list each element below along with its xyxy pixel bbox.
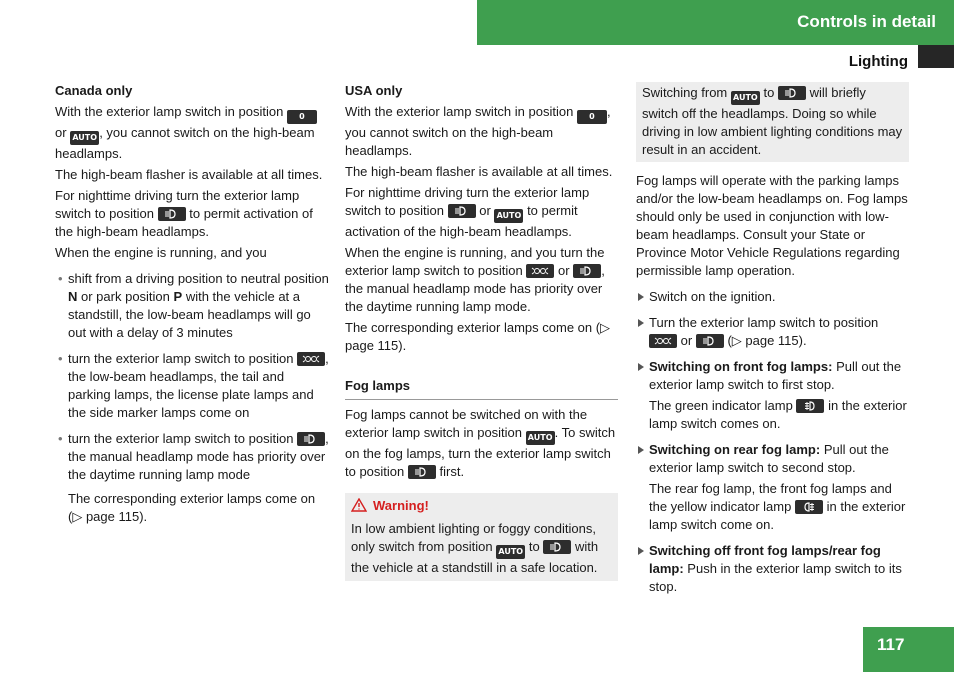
canada-column (55, 82, 329, 529)
headlamp-icon (297, 432, 325, 446)
chapter-header (477, 0, 954, 45)
chapter-title: Controls in detail (797, 12, 936, 31)
canada-paragraph-3: For nighttime driving turn the exterior lamp switch to position to permit activation of the high-beam headlamps. (55, 188, 313, 239)
step-2: Turn the exterior lamp switch to position or (▷ page 115). (636, 314, 909, 350)
fog-paragraph: Fog lamps cannot be switched on with the exterior lamp switch in position AUTO . To switch on the fog lamps, turn the exterior lamp switch to position first. (345, 407, 616, 479)
auto-position-icon: AUTO (70, 131, 99, 145)
headlamp-icon (778, 86, 806, 100)
fog-procedure-column (636, 82, 909, 599)
step-3: Switching on front fog lamps: Pull out the exterior lamp switch to first stop. (636, 358, 909, 394)
fog-lamp-indicator-icon (796, 399, 824, 413)
headlamp-icon (573, 264, 601, 278)
warning-text: In low ambient lighting or foggy conditions, only switch from position AUTO to with the vehicle at a standstill in a safe location. (351, 521, 599, 575)
auto-position-icon: AUTO (526, 431, 555, 445)
step-1: Switch on the ignition. (636, 288, 909, 306)
warning-title: Warning! (351, 497, 612, 517)
step-3-detail: The green indicator lamp in the exterior lamp switch comes on. (649, 398, 907, 431)
canada-heading: Canada only (55, 83, 133, 98)
canada-bullet-3: • turn the exterior lamp switch to position , the manual headlamp mode has priority over the daytime running lamp mode (55, 430, 329, 484)
canada-bullet-3-note: The corresponding exterior lamps come on (▷ page 115). (68, 491, 316, 524)
auto-position-icon: AUTO (731, 91, 760, 105)
canada-bullet-2: • turn the exterior lamp switch to position , the low-beam headlamps, the tail and parking lamps, the license plate lamps and the side marker lamps come on (55, 350, 329, 422)
headlamp-icon (408, 465, 436, 479)
parking-lamps-icon (649, 334, 677, 348)
auto-position-icon: AUTO (494, 209, 523, 223)
headlamp-icon (448, 204, 476, 218)
usa-paragraph-1: With the exterior lamp switch in position 0 , you cannot switch on the high-beam headlamps. (345, 104, 611, 158)
page-number: 117 (863, 627, 954, 672)
note-box: Switching from AUTO to will briefly switch off the headlamps. Doing so while driving in low ambient lighting conditions may result in an accident. (636, 82, 909, 162)
canada-paragraph-2: The high-beam flasher is available at all times. (55, 167, 323, 182)
usa-heading: USA only (345, 83, 403, 98)
usa-paragraph-4: When the engine is running, and you turn the exterior lamp switch to position or , the manual headlamp mode has priority over the daytime running lamp mode. (345, 245, 605, 314)
rear-fog-lamp-indicator-icon (795, 500, 823, 514)
parking-lamps-icon (297, 352, 325, 366)
canada-paragraph-4: When the engine is running, and you (55, 245, 267, 260)
section-title: Lighting (848, 53, 908, 70)
zero-position-icon: 0 (287, 110, 317, 124)
warning-box (345, 493, 618, 581)
usa-paragraph-5: The corresponding exterior lamps come on (▷ page 115). (345, 320, 611, 353)
auto-position-icon: AUTO (496, 545, 525, 559)
fog-operation-paragraph: Fog lamps will operate with the parking lamps and/or the low-beam headlamps on. Fog lamps should only be used in conjunction with low-beam headlamps. Consult your State or Province Motor Vehicle Regulations regarding permissible lamp operation. (636, 173, 908, 278)
fog-lamps-heading: Fog lamps (345, 377, 618, 400)
step-4-detail: The rear fog lamp, the front fog lamps and the yellow indicator lamp in the exterior lamp switch come on. (649, 481, 906, 532)
canada-bullet-1: • shift from a driving position to neutral position N or park position P with the vehicle at a standstill, the low-beam headlamps will go out with a delay of 3 minutes (55, 270, 329, 342)
usa-column (345, 82, 618, 581)
usa-paragraph-3: For nighttime driving turn the exterior lamp switch to position or AUTO to permit activation of the high-beam headlamps. (345, 185, 590, 239)
canada-paragraph-1: With the exterior lamp switch in position 0 or AUTO , you cannot switch on the high-beam headlamps. (55, 103, 329, 163)
headlamp-icon (543, 540, 571, 554)
zero-position-icon: 0 (577, 110, 607, 124)
warning-triangle-icon (351, 498, 367, 517)
parking-lamps-icon (526, 264, 554, 278)
step-4: Switching on rear fog lamp: Pull out the exterior lamp switch to second stop. (636, 441, 909, 477)
usa-paragraph-2: The high-beam flasher is available at all times. (345, 164, 613, 179)
headlamp-icon (158, 207, 186, 221)
section-tab-marker (918, 45, 954, 68)
step-5: Switching off front fog lamps/rear fog lamp: Push in the exterior lamp switch to its stop. (636, 542, 909, 596)
headlamp-icon (696, 334, 724, 348)
